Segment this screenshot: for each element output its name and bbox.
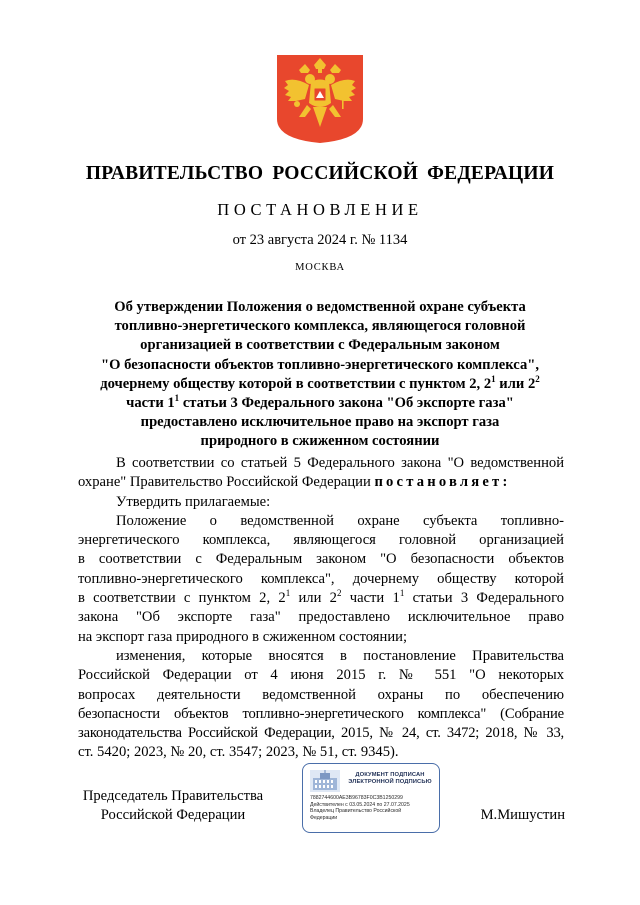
- stamp-caption: ДОКУМЕНТ ПОДПИСАН ЭЛЕКТРОННОЙ ПОДПИСЬЮ: [348, 772, 432, 785]
- subject-line: дочернему обществу которой в соответствии с пунктом 2, $2^1$ или $2^2$: [100, 373, 540, 392]
- document-city: МОСКВА: [295, 262, 345, 273]
- body-line: Утвердить прилагаемые:: [116, 493, 271, 510]
- body-line: топливно-энергетического комплекса", дочернему обществу которой: [78, 570, 564, 587]
- document-body: [78, 454, 564, 763]
- body-line: вопросах деятельности ведомственной охраны по обеспечению: [78, 686, 564, 703]
- body-line: в соответствии с Федеральным законом "О безопасности объектов: [78, 551, 564, 568]
- signatory-name: М.Мишустин: [480, 807, 565, 823]
- subject-line: части $1^1$ статьи 3 Федерального закона "Об экспорте газа": [126, 393, 514, 412]
- document-date-number: от 23 августа 2024 г. № 1134: [232, 232, 408, 248]
- body-line: Российской Федерации от 4 июня 2015 г. № 551 "О некоторых: [78, 667, 564, 684]
- certificate-validity: Действителен с 03.05.2024 по 27.07.2025: [310, 801, 410, 808]
- document-subject: [80, 298, 560, 452]
- body-line: изменения, которые вносятся в постановление Правительства: [116, 647, 564, 664]
- government-title: ПРАВИТЕЛЬСТВО РОССИЙСКОЙ ФЕДЕРАЦИИ: [85, 163, 555, 184]
- subject-line: топливно-энергетического комплекса, являющегося головной: [114, 318, 526, 335]
- subject-line: Об утверждении Положения о ведомственной охране субъекта: [114, 299, 526, 315]
- body-line: Положение о ведомственной охране субъекта топливно-: [116, 512, 564, 529]
- decree-word: постановляет: [374, 474, 503, 491]
- body-line: безопасности объектов топливно-энергетического комплекса" (Собрание: [78, 705, 564, 722]
- signatory-position: Председатель Правительства Российской Федерации: [82, 788, 264, 824]
- body-line: ст. 5420; 2023, № 20, ст. 3547; 2023, № 51, ст. 9345).: [78, 744, 399, 761]
- certificate-number: 7882744600AE3B96783F0C3B1250299: [310, 795, 403, 801]
- body-line: охране" Правительство Российской Федерации постановляет:: [78, 474, 508, 491]
- document-type: ПОСТАНОВЛЕНИЕ: [217, 200, 423, 219]
- government-building-icon: [310, 770, 340, 792]
- paragraph-amendments: [78, 647, 564, 763]
- stamp-details: [310, 795, 436, 821]
- paragraph-regulation: [78, 512, 564, 647]
- paragraph-preamble: [78, 454, 564, 493]
- body-line: на экспорт газа природного в сжиженном состоянии;: [78, 628, 407, 645]
- body-line: законодательства Российской Федерации, 2015, № 24, ст. 3472; 2018, № 33,: [78, 725, 564, 742]
- certificate-owner: Владелец Правительство Российской: [310, 808, 402, 815]
- electronic-signature-stamp: [302, 763, 440, 833]
- body-line: энергетического комплекса, являющегося головной организацией: [78, 532, 564, 549]
- subject-line: природного в сжиженном состоянии: [200, 433, 440, 450]
- body-line: В соответствии со статьей 5 Федерального закона "О ведомственной: [116, 455, 564, 471]
- state-emblem: [277, 55, 363, 143]
- certificate-owner: Федерации: [310, 814, 338, 821]
- subject-line: предоставлено исключительное право на экспорт газа: [140, 414, 500, 431]
- subject-line: "О безопасности объектов топливно-энергетического комплекса",: [100, 356, 540, 373]
- paragraph-approve: [78, 493, 564, 512]
- subject-line: организацией в соответствии с Федеральным законом: [140, 337, 500, 354]
- body-line: в соответствии с пунктом 2, $2^1$ или $2^2$ части $1^1$ статьи 3 Федерального: [78, 588, 565, 607]
- body-line: закона "Об экспорте газа" предоставлено исключительное право: [78, 609, 564, 626]
